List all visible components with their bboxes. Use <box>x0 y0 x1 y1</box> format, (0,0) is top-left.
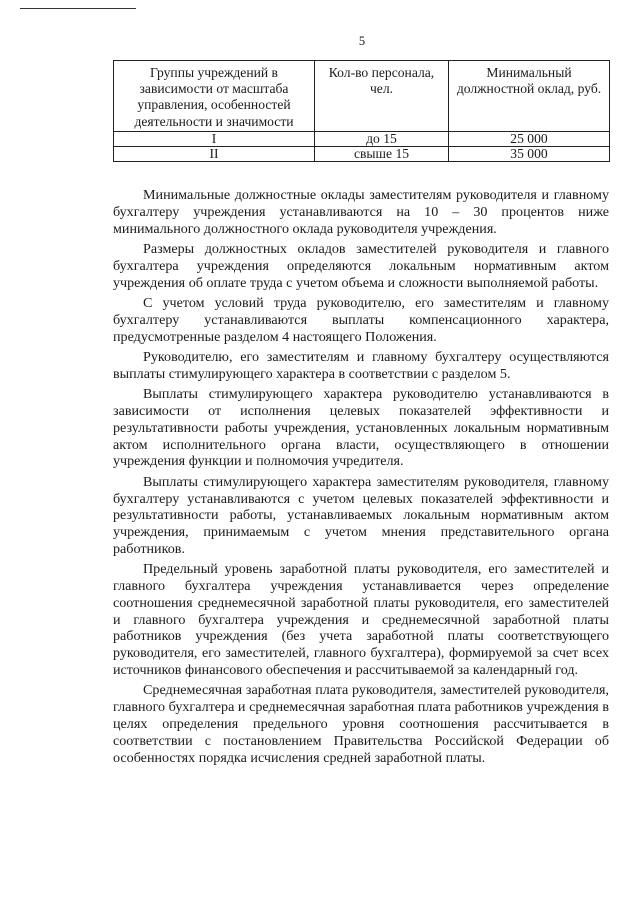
paragraph: Выплаты стимулирующего характера руководителю устанавливаются в зависимости от исполнения целевых показателей эффективности и результативности работы учреждения, установленных локальным нормативным актом исполнительного органа власти, осуществляющего в отношении учреждения функции и полномочия учредителя. <box>113 386 609 470</box>
cell-group: II <box>114 146 315 161</box>
top-rule <box>20 8 136 9</box>
paragraph: Выплаты стимулирующего характера заместителям руководителя, главному бухгалтеру устанавливаются с учетом целевых показателей эффективности и результативности работы, устанавливаемых локальным нормативным актом учреждения, принимаемым с учетом мнения представительного органа работников. <box>113 473 609 557</box>
cell-group: I <box>114 131 315 146</box>
paragraph: С учетом условий труда руководителю, его заместителям и главному бухгалтеру устанавливаются выплаты компенсационного характера, предусмотренные разделом 4 настоящего Положения. <box>113 294 609 345</box>
document-body <box>113 187 609 770</box>
cell-minimum-salary: 35 000 <box>449 146 610 161</box>
cell-staff-count: свыше 15 <box>315 146 449 161</box>
header-minimum-salary: Минимальный должностной оклад, руб. <box>449 61 610 132</box>
cell-staff-count: до 15 <box>315 131 449 146</box>
page-number: 5 <box>358 34 366 48</box>
paragraph: Среднемесячная заработная плата руководителя, заместителей руководителя, главного бухгалтера и среднемесячная заработная плата работников учреждения в целях определения предельного уровня соотношения рассчитывается в соответствии с постановлением Правительства Российской Федерации об особенностях порядка исчисления средней заработной платы. <box>113 682 609 766</box>
header-staff-count: Кол-во персонала, чел. <box>315 61 449 132</box>
paragraph: Размеры должностных окладов заместителей руководителя и главного бухгалтера учреждения определяются локальным нормативным актом учреждения об оплате труда с учетом объема и сложности выполняемой работы. <box>113 240 609 291</box>
salary-groups-table <box>113 60 610 162</box>
header-institution-groups: Группы учреждений в зависимости от масштаба управления, особенностей деятельности и значимости <box>114 61 315 132</box>
paragraph: Руководителю, его заместителям и главному бухгалтеру осуществляются выплаты стимулирующего характера в соответствии с разделом 5. <box>113 348 609 382</box>
table-header-row <box>114 61 610 132</box>
paragraph: Минимальные должностные оклады заместителям руководителя и главному бухгалтеру учреждения устанавливаются на 10 – 30 процентов ниже минимального должностного оклада руководителя учреждения. <box>113 187 609 237</box>
paragraph: Предельный уровень заработной платы руководителя, его заместителей и главного бухгалтера учреждения устанавливается через определение соотношения среднемесячной заработной платы руководителя, его заместителей и главного бухгалтера учреждения и среднемесячной заработной платы работников учреждения (без учета заработной платы соответствующего руководителя, его заместителей, главного бухгалтера), формируемой за счет всех источников финансового обеспечения и рассчитываемой за календарный год. <box>113 561 609 679</box>
table-row <box>114 146 610 161</box>
table-row <box>114 131 610 146</box>
cell-minimum-salary: 25 000 <box>449 131 610 146</box>
